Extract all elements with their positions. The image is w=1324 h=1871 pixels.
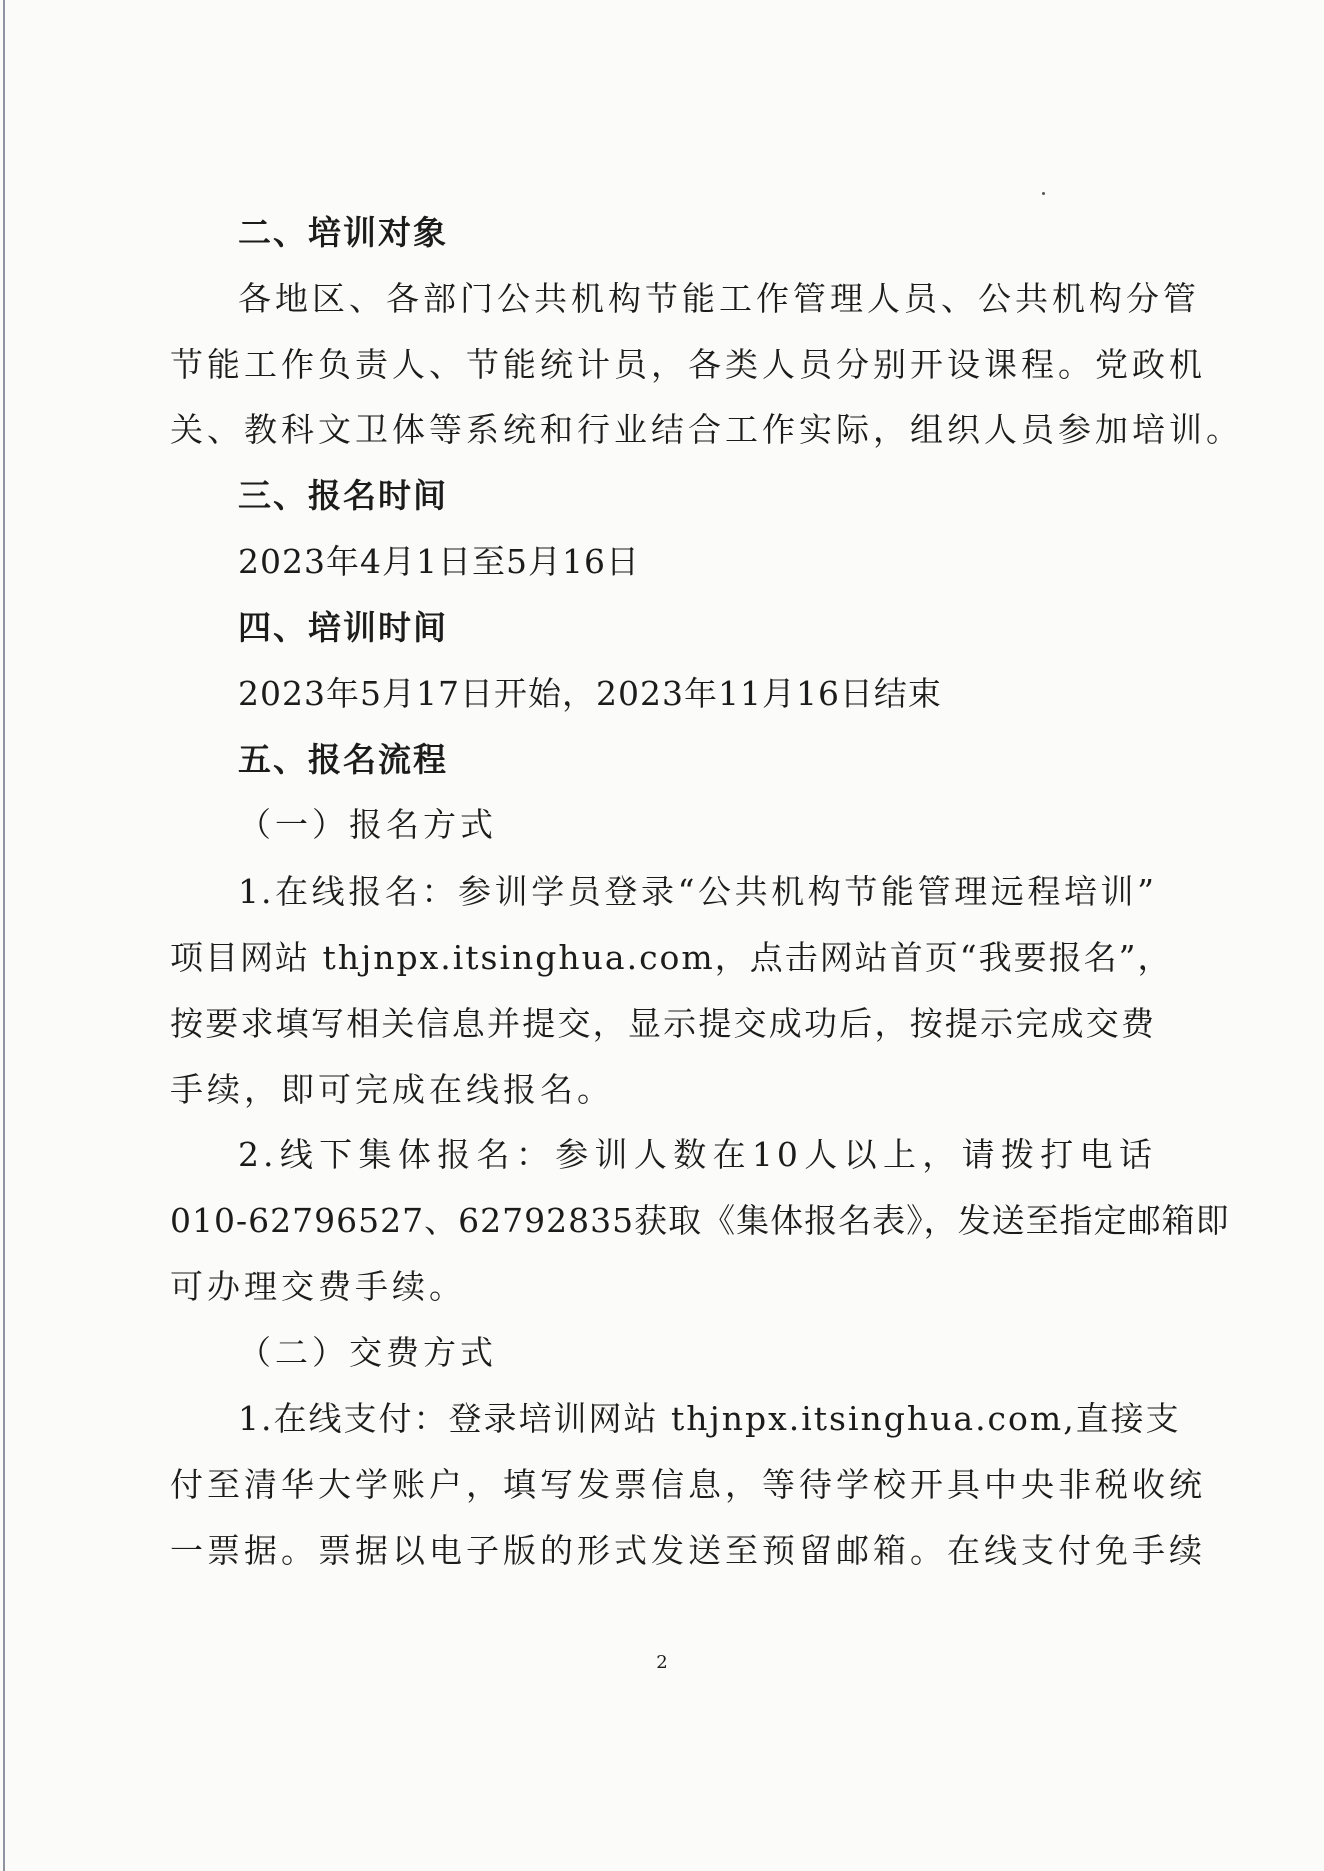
paragraph-line: 付至清华大学账户，填写发票信息，等待学校开具中央非税收统 xyxy=(170,1465,1206,1504)
training-dates: 2023年5月17日开始，2023年11月16日结束 xyxy=(238,674,942,713)
registration-dates: 2023年4月1日至5月16日 xyxy=(238,542,640,581)
paragraph-line: 010-62796527、62792835获取《集体报名表》，发送至指定邮箱即 xyxy=(170,1201,1230,1240)
paragraph-line: 2.线下集体报名：参训人数在10人以上，请拨打电话 xyxy=(238,1135,1156,1174)
paragraph-line: 节能工作负责人、节能统计员，各类人员分别开设课程。党政机 xyxy=(170,345,1206,384)
scan-speck xyxy=(1042,192,1045,195)
paragraph-line: 按要求填写相关信息并提交，显示提交成功后，按提示完成交费 xyxy=(170,1004,1156,1043)
paragraph-line: 一票据。票据以电子版的形式发送至预留邮箱。在线支付免手续 xyxy=(170,1531,1206,1570)
paragraph-line: 1.在线报名：参训学员登录“公共机构节能管理远程培训” xyxy=(238,872,1156,911)
paragraph-line: 1.在线支付：登录培训网站 thjnpx.itsinghua.com,直接支 xyxy=(238,1399,1181,1438)
section-heading-training-time: 四、培训时间 xyxy=(238,608,448,647)
paragraph-line: 各地区、各部门公共机构节能工作管理人员、公共机构分管 xyxy=(238,279,1200,318)
paragraph-line: 可办理交费手续。 xyxy=(170,1267,466,1306)
paragraph-line: 手续，即可完成在线报名。 xyxy=(170,1070,614,1109)
subheading-registration-method: （一）报名方式 xyxy=(238,805,497,844)
paragraph-line: 关、教科文卫体等系统和行业结合工作实际，组织人员参加培训。 xyxy=(170,410,1243,449)
page-number: 2 xyxy=(656,1652,668,1673)
paragraph-line: 项目网站 thjnpx.itsinghua.com，点击网站首页“我要报名”， xyxy=(170,938,1173,977)
section-heading-registration-process: 五、报名流程 xyxy=(238,740,448,779)
section-heading-registration-time: 三、报名时间 xyxy=(238,476,448,515)
scan-edge xyxy=(3,0,5,1871)
subheading-payment-method: （二）交费方式 xyxy=(238,1333,497,1372)
section-heading-training-target: 二、培训对象 xyxy=(238,213,448,252)
